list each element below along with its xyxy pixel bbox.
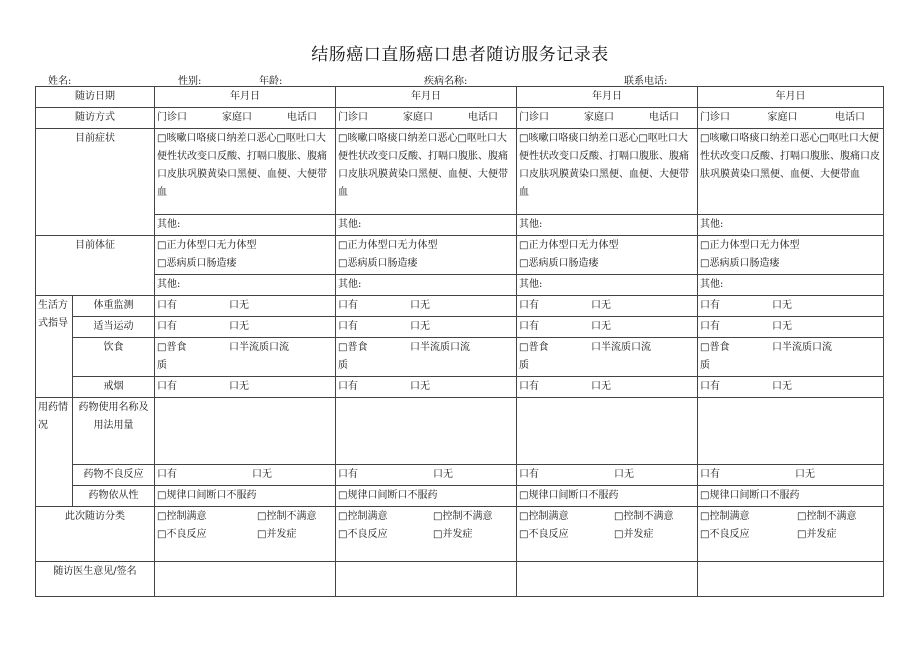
symptoms-other-field[interactable]: 其他: xyxy=(155,215,336,236)
visit-method-cell[interactable] xyxy=(517,108,698,129)
symptoms-other-field[interactable]: 其他: xyxy=(698,215,884,236)
class-controlled-option[interactable]: □控制满意 xyxy=(700,511,750,522)
follow-up-form-table xyxy=(35,86,884,597)
drug-name-row xyxy=(36,398,884,465)
class-controlled-option[interactable]: □控制满意 xyxy=(157,511,207,522)
diet-semi-cont: 质 xyxy=(700,360,710,371)
age-label: 年龄: xyxy=(259,76,283,87)
drug-name-field[interactable] xyxy=(336,398,517,465)
sign-option-1[interactable]: □正力体型口无力体型 xyxy=(700,240,800,251)
class-adverse-option[interactable]: □不良反应 xyxy=(700,529,750,540)
weight-cell[interactable] xyxy=(336,296,517,317)
sign-option-2[interactable]: □恶病质口肠造瘘 xyxy=(338,258,418,269)
classification-options[interactable] xyxy=(336,507,517,562)
symptoms-other-field[interactable]: 其他: xyxy=(336,215,517,236)
classification-options[interactable] xyxy=(155,507,336,562)
diet-cell[interactable] xyxy=(336,338,517,377)
visit-method-cell[interactable] xyxy=(336,108,517,129)
adverse-row xyxy=(36,465,884,486)
visit-method-cell[interactable] xyxy=(698,108,884,129)
no-option[interactable]: 口无 xyxy=(772,321,792,332)
adverse-cell[interactable] xyxy=(517,465,698,486)
signs-label: 目前体征 xyxy=(36,236,155,296)
signs-other-field[interactable]: 其他: xyxy=(336,275,517,296)
classification-options[interactable] xyxy=(517,507,698,562)
yes-option[interactable]: 口有 xyxy=(157,381,177,392)
diet-semi-option[interactable]: 口半流质口流 xyxy=(410,342,470,353)
exercise-row xyxy=(36,317,884,338)
visit-date-cell[interactable]: 年月日 xyxy=(517,87,698,108)
drug-name-field[interactable] xyxy=(698,398,884,465)
smoking-row xyxy=(36,377,884,398)
exercise-label: 适当运动 xyxy=(73,317,155,338)
method-clinic-option[interactable]: 门诊口 xyxy=(157,112,187,123)
yes-option[interactable]: 口有 xyxy=(157,300,177,311)
diet-semi-option[interactable]: 口半流质口流 xyxy=(772,342,832,353)
signs-options[interactable] xyxy=(336,236,517,275)
yes-option[interactable]: 口有 xyxy=(338,381,358,392)
patient-info-line xyxy=(0,72,920,86)
diet-cell[interactable] xyxy=(155,338,336,377)
symptoms-options[interactable]: □咳嗽口咯痰口纳差口恶心□呕吐口大便性状改变口反酸、打嗝口腹胀、腹痛口皮肤巩膜黄染口黑便、血便、大便带血 xyxy=(336,129,517,215)
class-complication-option[interactable]: □并发症 xyxy=(257,529,297,540)
symptoms-other-field[interactable]: 其他: xyxy=(517,215,698,236)
diet-semi-cont: 质 xyxy=(157,360,167,371)
medication-label: 用药情况 xyxy=(36,398,73,507)
method-home-option[interactable]: 家庭口 xyxy=(222,112,252,123)
doctor-signature-field[interactable] xyxy=(517,562,698,597)
class-adverse-option[interactable]: □不良反应 xyxy=(519,529,569,540)
compliance-options[interactable]: □规律口间断口不服药 xyxy=(336,486,517,507)
yes-option[interactable]: 口有 xyxy=(519,321,539,332)
adverse-label: 药物不良反应 xyxy=(73,465,155,486)
lifestyle-label: 生活方式指导 xyxy=(36,296,73,398)
yes-option[interactable]: 口有 xyxy=(338,321,358,332)
sign-option-1[interactable]: □正力体型口无力体型 xyxy=(338,240,438,251)
method-phone-option[interactable]: 电话口 xyxy=(287,112,317,123)
signs-row xyxy=(36,236,884,275)
diet-cell[interactable] xyxy=(517,338,698,377)
method-phone-option[interactable]: 电话口 xyxy=(468,112,498,123)
signs-other-field[interactable]: 其他: xyxy=(517,275,698,296)
yes-option[interactable]: 口有 xyxy=(700,321,720,332)
weight-row xyxy=(36,296,884,317)
yes-option[interactable]: 口有 xyxy=(338,300,358,311)
name-label: 姓名: xyxy=(48,76,72,87)
method-clinic-option[interactable]: 门诊口 xyxy=(338,112,368,123)
sign-option-2[interactable]: □恶病质口肠造瘘 xyxy=(700,258,780,269)
visit-date-cell[interactable]: 年月日 xyxy=(155,87,336,108)
exercise-cell[interactable] xyxy=(698,317,884,338)
yes-option[interactable]: 口有 xyxy=(700,381,720,392)
disease-label: 疾病名称: xyxy=(424,76,468,87)
no-option[interactable]: 口无 xyxy=(795,469,815,480)
no-option[interactable]: 口无 xyxy=(252,469,272,480)
yes-option[interactable]: 口有 xyxy=(157,321,177,332)
phone-label: 联系电话: xyxy=(624,76,668,87)
adverse-cell[interactable] xyxy=(155,465,336,486)
smoking-cell[interactable] xyxy=(155,377,336,398)
compliance-options[interactable]: □规律口间断口不服药 xyxy=(155,486,336,507)
sign-option-2[interactable]: □恶病质口肠造瘘 xyxy=(157,258,237,269)
exercise-cell[interactable] xyxy=(336,317,517,338)
visit-date-row xyxy=(36,87,884,108)
diet-normal-option[interactable]: □普食 xyxy=(157,342,187,353)
smoking-cell[interactable] xyxy=(698,377,884,398)
diet-semi-cont: 质 xyxy=(338,360,348,371)
no-option[interactable]: 口无 xyxy=(591,381,611,392)
diet-normal-option[interactable]: □普食 xyxy=(338,342,368,353)
yes-option[interactable]: 口有 xyxy=(700,300,720,311)
diet-semi-option[interactable]: 口半流质口流 xyxy=(591,342,651,353)
diet-normal-option[interactable]: □普食 xyxy=(700,342,730,353)
diet-row xyxy=(36,338,884,377)
drug-name-label: 药物使用名称及用法用量 xyxy=(73,398,155,465)
exercise-cell[interactable] xyxy=(155,317,336,338)
visit-method-row xyxy=(36,108,884,129)
method-home-option[interactable]: 家庭口 xyxy=(767,112,798,123)
method-clinic-option[interactable]: 门诊口 xyxy=(700,112,730,123)
weight-cell[interactable] xyxy=(698,296,884,317)
no-option[interactable]: 口无 xyxy=(433,469,453,480)
visit-method-label: 随访方式 xyxy=(36,108,155,129)
diet-cell[interactable] xyxy=(698,338,884,377)
adverse-cell[interactable] xyxy=(698,465,884,486)
yes-option[interactable]: 口有 xyxy=(519,300,539,311)
compliance-label: 药物依从性 xyxy=(73,486,155,507)
signs-other-field[interactable]: 其他: xyxy=(698,275,884,296)
diet-normal-option[interactable]: □普食 xyxy=(519,342,549,353)
symptoms-row xyxy=(36,129,884,215)
no-option[interactable]: 口无 xyxy=(410,300,430,311)
drug-name-field[interactable] xyxy=(155,398,336,465)
class-uncontrolled-option[interactable]: □控制不满意 xyxy=(257,511,317,522)
signs-options[interactable] xyxy=(698,236,884,275)
class-uncontrolled-option[interactable]: □控制不满意 xyxy=(433,511,493,522)
doctor-signature-field[interactable] xyxy=(336,562,517,597)
class-controlled-option[interactable]: □控制满意 xyxy=(338,511,388,522)
compliance-options[interactable]: □规律口间断口不服药 xyxy=(698,486,884,507)
class-complication-option[interactable]: □并发症 xyxy=(614,529,654,540)
symptoms-options[interactable]: □咳嗽口咯痰口纳差口恶心□呕吐口大便性状改变口反酸、打嗝口腹胀、腹痛口皮肤巩膜黄染口黑便、血便、大便带血 xyxy=(517,129,698,215)
compliance-options[interactable]: □规律口间断口不服药 xyxy=(517,486,698,507)
method-phone-option[interactable]: 电话口 xyxy=(649,112,679,123)
class-complication-option[interactable]: □并发症 xyxy=(797,529,837,540)
symptoms-other-row xyxy=(36,215,884,236)
page-title: 结肠癌口直肠癌口患者随访服务记录表 xyxy=(311,45,609,65)
no-option[interactable]: 口无 xyxy=(614,469,634,480)
symptoms-label: 目前症状 xyxy=(36,129,155,236)
no-option[interactable]: 口无 xyxy=(410,321,430,332)
weight-cell[interactable] xyxy=(155,296,336,317)
yes-option[interactable]: 口有 xyxy=(338,469,358,480)
exercise-cell[interactable] xyxy=(517,317,698,338)
classification-label: 此次随访分类 xyxy=(36,507,155,562)
drug-name-field[interactable] xyxy=(517,398,698,465)
yes-option[interactable]: 口有 xyxy=(519,469,539,480)
weight-cell[interactable] xyxy=(517,296,698,317)
method-home-option[interactable]: 家庭口 xyxy=(403,112,433,123)
smoking-cell[interactable] xyxy=(336,377,517,398)
diet-label: 饮食 xyxy=(73,338,155,377)
class-complication-option[interactable]: □并发症 xyxy=(433,529,473,540)
no-option[interactable]: 口无 xyxy=(229,321,249,332)
signs-options[interactable] xyxy=(517,236,698,275)
visit-date-label: 随访日期 xyxy=(36,87,155,108)
diet-semi-cont: 质 xyxy=(519,360,529,371)
class-adverse-option[interactable]: □不良反应 xyxy=(157,529,207,540)
diet-semi-option[interactable]: 口半流质口流 xyxy=(229,342,289,353)
method-phone-option[interactable]: 电话口 xyxy=(835,112,865,123)
compliance-row xyxy=(36,486,884,507)
yes-option[interactable]: 口有 xyxy=(519,381,539,392)
sign-option-1[interactable]: □正力体型口无力体型 xyxy=(519,240,619,251)
signs-other-field[interactable]: 其他: xyxy=(155,275,336,296)
doctor-signature-field[interactable] xyxy=(155,562,336,597)
visit-date-cell[interactable]: 年月日 xyxy=(698,87,884,108)
signs-other-row xyxy=(36,275,884,296)
no-option[interactable]: 口无 xyxy=(591,321,611,332)
no-option[interactable]: 口无 xyxy=(772,381,792,392)
no-option[interactable]: 口无 xyxy=(410,381,430,392)
yes-option[interactable]: 口有 xyxy=(700,469,720,480)
doctor-signature-label: 随访医生意见/签名 xyxy=(36,562,155,597)
class-controlled-option[interactable]: □控制满意 xyxy=(519,511,569,522)
signs-options[interactable] xyxy=(155,236,336,275)
method-clinic-option[interactable]: 门诊口 xyxy=(519,112,549,123)
visit-method-cell[interactable] xyxy=(155,108,336,129)
no-option[interactable]: 口无 xyxy=(591,300,611,311)
doctor-signature-row xyxy=(36,562,884,597)
sign-option-1[interactable]: □正力体型口无力体型 xyxy=(157,240,257,251)
sign-option-2[interactable]: □恶病质口肠造瘘 xyxy=(519,258,599,269)
no-option[interactable]: 口无 xyxy=(229,381,249,392)
no-option[interactable]: 口无 xyxy=(229,300,249,311)
class-uncontrolled-option[interactable]: □控制不满意 xyxy=(614,511,674,522)
symptoms-options[interactable]: □咳嗽口咯痰口纳差口恶心□呕吐口大便性状改变口反酸、打嗝口腹胀、腹痛口皮肤巩膜黄染口黑便、血便、大便带血 xyxy=(698,129,884,215)
no-option[interactable]: 口无 xyxy=(772,300,792,311)
method-home-option[interactable]: 家庭口 xyxy=(584,112,614,123)
yes-option[interactable]: 口有 xyxy=(157,469,177,480)
smoking-label: 戒烟 xyxy=(73,377,155,398)
gender-label: 性别: xyxy=(178,76,202,87)
class-uncontrolled-option[interactable]: □控制不满意 xyxy=(797,511,857,522)
classification-options[interactable] xyxy=(698,507,884,562)
weight-label: 体重监测 xyxy=(73,296,155,317)
visit-date-cell[interactable]: 年月日 xyxy=(336,87,517,108)
class-adverse-option[interactable]: □不良反应 xyxy=(338,529,388,540)
smoking-cell[interactable] xyxy=(517,377,698,398)
symptoms-options[interactable]: □咳嗽口咯痰口纳差口恶心□呕吐口大便性状改变口反酸、打嗝口腹胀、腹痛口皮肤巩膜黄染口黑便、血便、大便带血 xyxy=(155,129,336,215)
classification-row xyxy=(36,507,884,562)
doctor-signature-field[interactable] xyxy=(698,562,884,597)
adverse-cell[interactable] xyxy=(336,465,517,486)
